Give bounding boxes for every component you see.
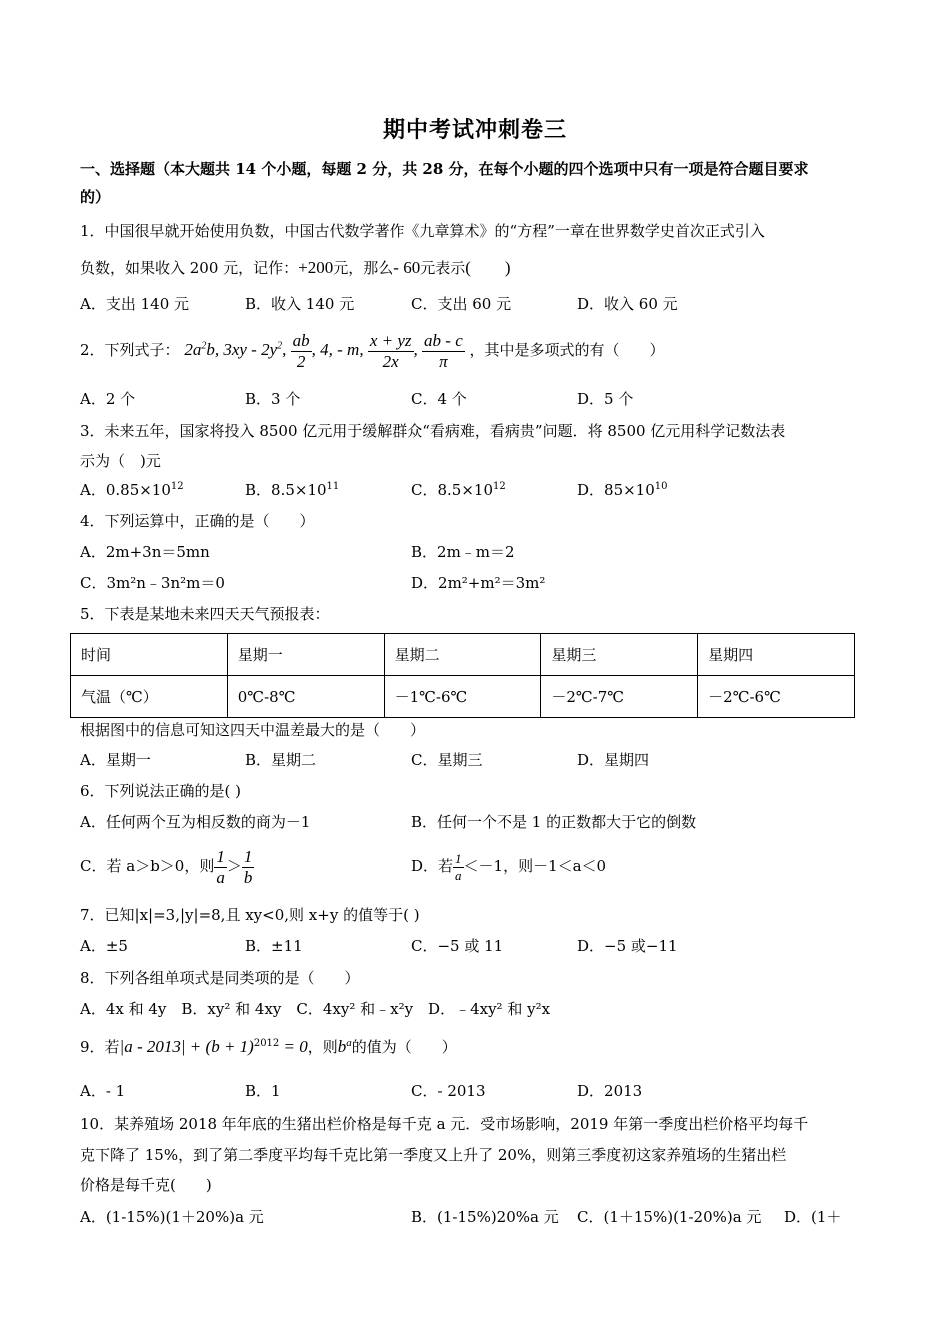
table-cell: 星期一 <box>227 634 384 676</box>
q3-option-a <box>80 480 184 500</box>
q2-frac3-num: ab - c <box>424 330 463 350</box>
q1-option-c: C．支出 60 元 <box>411 295 512 313</box>
table-row <box>71 634 855 676</box>
q7-option-c: C．−5 或 11 <box>411 937 504 955</box>
q5-option-a: A．星期一 <box>80 751 151 769</box>
q5-option-d: D．星期四 <box>577 751 650 769</box>
section-header: 一、选择题（本大题共 14 个小题，每题 2 分，共 28 分，在每个小题的四个选项中只有一项是符合题目要求 <box>80 160 809 178</box>
q2-comma: , <box>282 340 291 359</box>
q6-c-frac2 <box>242 847 255 888</box>
q5-option-c: C．星期三 <box>411 751 483 769</box>
q3-c-base: C．8.5×10 <box>411 481 493 499</box>
table-cell: 星期二 <box>384 634 541 676</box>
q7-option-d: D．−5 或−11 <box>577 937 678 955</box>
q1-minus60: - 60 <box>393 258 421 277</box>
q2-expr1b: b, 3xy - 2y <box>206 340 278 359</box>
q4-option-a: A．2m+3n＝5mn <box>80 543 210 561</box>
q6-c-gt: ＞ <box>226 857 242 875</box>
q2-prefix: 2．下列式子： <box>80 341 180 359</box>
q2-frac1-num: ab <box>292 330 310 350</box>
q2-option-d: D．5 个 <box>577 390 634 408</box>
q2-option-a: A．2 个 <box>80 390 136 408</box>
q9-a: a <box>346 1037 352 1049</box>
q3-stem-line2: 示为（ )元 <box>80 452 161 470</box>
q9-suffix: 的值为（ ） <box>351 1038 457 1056</box>
q1-option-b: B．收入 140 元 <box>245 295 355 313</box>
table-cell: 气温（℃） <box>71 676 228 718</box>
q5-option-b: B．星期二 <box>245 751 317 769</box>
table-cell: －2℃-6℃ <box>698 676 855 718</box>
q2-frac3 <box>422 331 465 372</box>
q6-d-suffix: ＜－1，则－1＜a＜0 <box>463 857 607 875</box>
q4-option-b: B．2m﹣m＝2 <box>411 543 515 561</box>
q1-text-a: 负数，如果收入 200 元，记作： <box>80 259 299 277</box>
q3-option-c <box>411 480 506 500</box>
q8-stem: 8．下列各组单项式是同类项的是（ ） <box>80 969 360 987</box>
q9-eq: = 0 <box>279 1037 308 1056</box>
q3-option-d <box>577 480 668 500</box>
q8-options: A．4x 和 4y B．xy² 和 4xy C．4xy² 和﹣x²y D．﹣4xy² 和 y²x <box>80 1000 551 1018</box>
q6-d-frac <box>453 851 464 884</box>
q1-paren: ( ) <box>465 258 511 277</box>
q10-option-a: A．(1-15%)(1＋20%)a 元 <box>80 1208 264 1226</box>
q6-c-frac2-num: 1 <box>243 846 253 866</box>
q3-d-exp: 10 <box>654 481 668 492</box>
q2-option-b: B．3 个 <box>245 390 301 408</box>
q2-mid: , 4, - m, <box>311 340 368 359</box>
q1-text-b: 元，那么 <box>333 259 394 277</box>
q7-option-a: A．±5 <box>80 937 128 955</box>
q9-option-c: C．- 2013 <box>411 1082 486 1100</box>
q9-option-b: B．1 <box>245 1082 281 1100</box>
q9-expr: |a - 2013| + (b + 1) <box>119 1037 254 1056</box>
q6-c-frac1-num: 1 <box>216 846 225 866</box>
q10-stem-line1: 10．某养殖场 2018 年年底的生猪出栏价格是每千克 a 元．受市场影响，2019 年第一季度出栏价格平均每千 <box>80 1115 809 1133</box>
q3-a-base: A．0.85×10 <box>80 481 171 499</box>
q1-stem-line2 <box>80 258 511 278</box>
q1-plus200: +200 <box>298 258 334 277</box>
table-cell: －1℃-6℃ <box>384 676 541 718</box>
section-header-cont: 的） <box>80 188 111 206</box>
table-cell: 星期四 <box>698 634 855 676</box>
q1-text-c: 元表示 <box>420 259 466 277</box>
q10-stem-line2: 克下降了 15%，到了第二季度平均每千克比第一季度又上升了 20%，则第三季度初这家养殖场的生猪出栏 <box>80 1146 787 1164</box>
q7-stem: 7．已知|x|=3,|y|=8,且 xy<0,则 x+y 的值等于( ) <box>80 906 420 924</box>
q10-stem-line3: 价格是每千克( ) <box>80 1176 212 1194</box>
table-cell: 星期三 <box>541 634 698 676</box>
table-cell: －2℃-7℃ <box>541 676 698 718</box>
q2-frac2-den: 2x <box>382 351 399 371</box>
q9-exp: 2012 <box>253 1038 280 1049</box>
q1-option-a: A．支出 140 元 <box>80 295 189 313</box>
q9-option-d: D．2013 <box>577 1082 643 1100</box>
q10-option-b: B．(1-15%)20%a 元 <box>411 1208 559 1226</box>
q6-d-frac-den: a <box>455 867 462 883</box>
q6-stem: 6．下列说法正确的是( ) <box>80 782 242 800</box>
q3-b-exp: 11 <box>326 481 340 492</box>
q9-prefix: 9．若 <box>80 1038 120 1056</box>
table-cell: 0℃-8℃ <box>227 676 384 718</box>
q2-frac1-den: 2 <box>296 351 306 371</box>
q6-c-prefix: C．若 a＞b＞0，则 <box>80 857 215 875</box>
q5-after: 根据图中的信息可知这四天中温差最大的是（ ） <box>80 721 426 739</box>
q6-option-d <box>411 844 606 888</box>
q7-option-b: B．±11 <box>245 937 303 955</box>
q5-stem: 5．下表是某地未来四天天气预报表： <box>80 605 330 623</box>
q2-frac2-num: x + yz <box>369 330 412 350</box>
q3-c-exp: 12 <box>493 481 506 492</box>
q2-suffix: ，其中是多项式的有（ ） <box>469 341 665 359</box>
q6-option-a: A．任何两个互为相反数的商为－1 <box>80 813 311 831</box>
q1-stem-line1: 1．中国很早就开始使用负数，中国古代数学著作《九章算术》的“方程”一章在世界数学史首次正式引入 <box>80 222 765 240</box>
q9-stem <box>80 1032 457 1062</box>
q4-option-c: C．3m²n﹣3n²m＝0 <box>80 574 225 592</box>
q2-frac1 <box>291 331 312 372</box>
q2-frac2 <box>368 331 414 372</box>
q2-expr1 <box>184 340 282 359</box>
q3-a-exp: 12 <box>170 481 184 492</box>
q9-mid: ，则 <box>307 1038 338 1056</box>
q9-option-a: A．- 1 <box>80 1082 126 1100</box>
q2-exp-b: 2 <box>277 340 283 352</box>
page-title: 期中考试冲刺卷三 <box>382 117 567 143</box>
q9-b: b <box>337 1037 347 1056</box>
q1-option-d: D．收入 60 元 <box>577 295 678 313</box>
q3-stem-line1: 3．未来五年，国家将投入 8500 亿元用于缓解群众“看病难，看病贵”问题．将 8500 亿元用科学记数法表 <box>80 422 786 440</box>
q6-c-frac1-den: a <box>216 867 225 887</box>
q6-c-frac2-den: b <box>243 867 253 887</box>
q2-frac3-den: π <box>439 351 448 371</box>
q4-stem: 4．下列运算中，正确的是（ ） <box>80 512 315 530</box>
q2-expr1a: 2a <box>184 340 202 359</box>
q3-option-b <box>245 480 339 500</box>
table-cell: 时间 <box>71 634 228 676</box>
table-row <box>71 676 855 718</box>
q10-option-c: C．(1＋15%)(1-20%)a 元 <box>577 1208 762 1226</box>
q2-option-c: C．4 个 <box>411 390 467 408</box>
q6-c-frac1 <box>214 847 227 888</box>
q10-option-d: D．(1＋ <box>784 1208 842 1226</box>
q6-option-c <box>80 844 254 888</box>
weather-table <box>70 633 855 718</box>
q6-option-b: B．任何一个不是 1 的正数都大于它的倒数 <box>411 813 697 831</box>
q6-d-prefix: D．若 <box>411 857 454 875</box>
q3-b-base: B．8.5×10 <box>245 481 327 499</box>
q3-d-base: D．85×10 <box>577 481 655 499</box>
q4-option-d: D．2m²+m²＝3m² <box>411 574 546 592</box>
q2-exp-a: 2 <box>201 340 207 352</box>
q2-comma2: , <box>413 340 423 359</box>
q2-stem <box>80 328 665 372</box>
q6-d-frac-num: 1 <box>455 850 462 866</box>
